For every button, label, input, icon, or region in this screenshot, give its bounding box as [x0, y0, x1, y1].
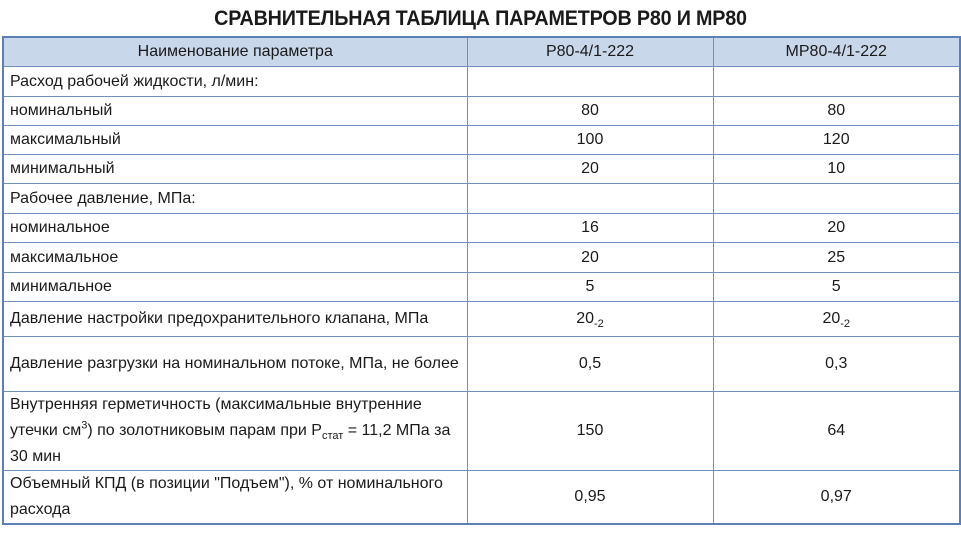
table-header-row: [3, 37, 960, 67]
row-name: максимальный: [3, 126, 467, 155]
row-value-mr80: 80: [713, 97, 960, 126]
text-part: Внутренняя герметичность (максимальные внутренние утечки см: [10, 396, 422, 439]
row-value-mr80: [713, 184, 960, 214]
page-title: СРАВНИТЕЛЬНАЯ ТАБЛИЦА ПАРАМЕТРОВ Р80 И МР80: [214, 7, 747, 30]
row-name: минимальный: [3, 155, 467, 184]
row-name: номинальное: [3, 214, 467, 243]
row-value-r80: 100: [467, 126, 713, 155]
header-r80: Р80-4/1-222: [467, 37, 713, 67]
row-value-r80: 5: [467, 273, 713, 302]
table-row-relief-valve: [3, 302, 960, 337]
table-row: [3, 243, 960, 273]
row-value-mr80: 0,3: [713, 337, 960, 392]
table-row-efficiency: [3, 471, 960, 525]
superscript: 3: [81, 419, 88, 432]
row-name: Расход рабочей жидкости, л/мин:: [3, 67, 467, 97]
table-row: [3, 184, 960, 214]
row-value-mr80: 25: [713, 243, 960, 273]
row-value-r80: 16: [467, 214, 713, 243]
value-subscript: -2: [594, 318, 604, 331]
text-part: ) по золотниковым парам при Р: [87, 422, 322, 439]
row-value-r80: 20: [467, 155, 713, 184]
row-value-r80: [467, 67, 713, 97]
row-name: номинальный: [3, 97, 467, 126]
row-value-mr80: 64: [713, 392, 960, 471]
value-subscript: -2: [840, 318, 851, 331]
row-name: Давление настройки предохранительного клапана, МПа: [3, 302, 467, 337]
table-row: [3, 97, 960, 126]
comparison-table: [2, 36, 961, 525]
table-row: [3, 273, 960, 302]
row-value-r80: 20: [467, 243, 713, 273]
row-value-r80: 0,95: [467, 471, 713, 525]
row-value-r80: 80: [467, 97, 713, 126]
row-value-r80: 0,5: [467, 337, 713, 392]
header-param: Наименование параметра: [3, 37, 467, 67]
table-row: [3, 126, 960, 155]
row-name: Рабочее давление, МПа:: [3, 184, 467, 214]
row-value-mr80: [713, 67, 960, 97]
table-row: [3, 214, 960, 243]
value-base: 20: [576, 310, 594, 327]
value-base: 20: [822, 310, 841, 327]
row-value-mr80: 10: [713, 155, 960, 184]
row-value-mr80: 20: [713, 214, 960, 243]
row-value-mr80: 5: [713, 273, 960, 302]
row-value-r80: [467, 302, 713, 337]
table-row-unload-pressure: [3, 337, 960, 392]
row-value-r80: [467, 184, 713, 214]
row-value-mr80: 0,97: [713, 471, 960, 525]
row-value-r80: 150: [467, 392, 713, 471]
subscript: стат: [321, 430, 344, 443]
row-name: Давление разгрузки на номинальном потоке, МПа, не более: [3, 337, 467, 392]
row-value-mr80: [713, 302, 960, 337]
row-name: максимальное: [3, 243, 467, 273]
row-name: Объемный КПД (в позиции "Подъем"), % от номинального расхода: [3, 471, 467, 525]
table-row-leak-tightness: [3, 392, 960, 471]
table-row: [3, 67, 960, 97]
header-mr80: МР80-4/1-222: [713, 37, 960, 67]
text-part: = 11,2 МПа за 30 мин: [10, 422, 451, 465]
row-name: [3, 392, 467, 471]
table-row: [3, 155, 960, 184]
row-name: минимальное: [3, 273, 467, 302]
row-value-mr80: 120: [713, 126, 960, 155]
